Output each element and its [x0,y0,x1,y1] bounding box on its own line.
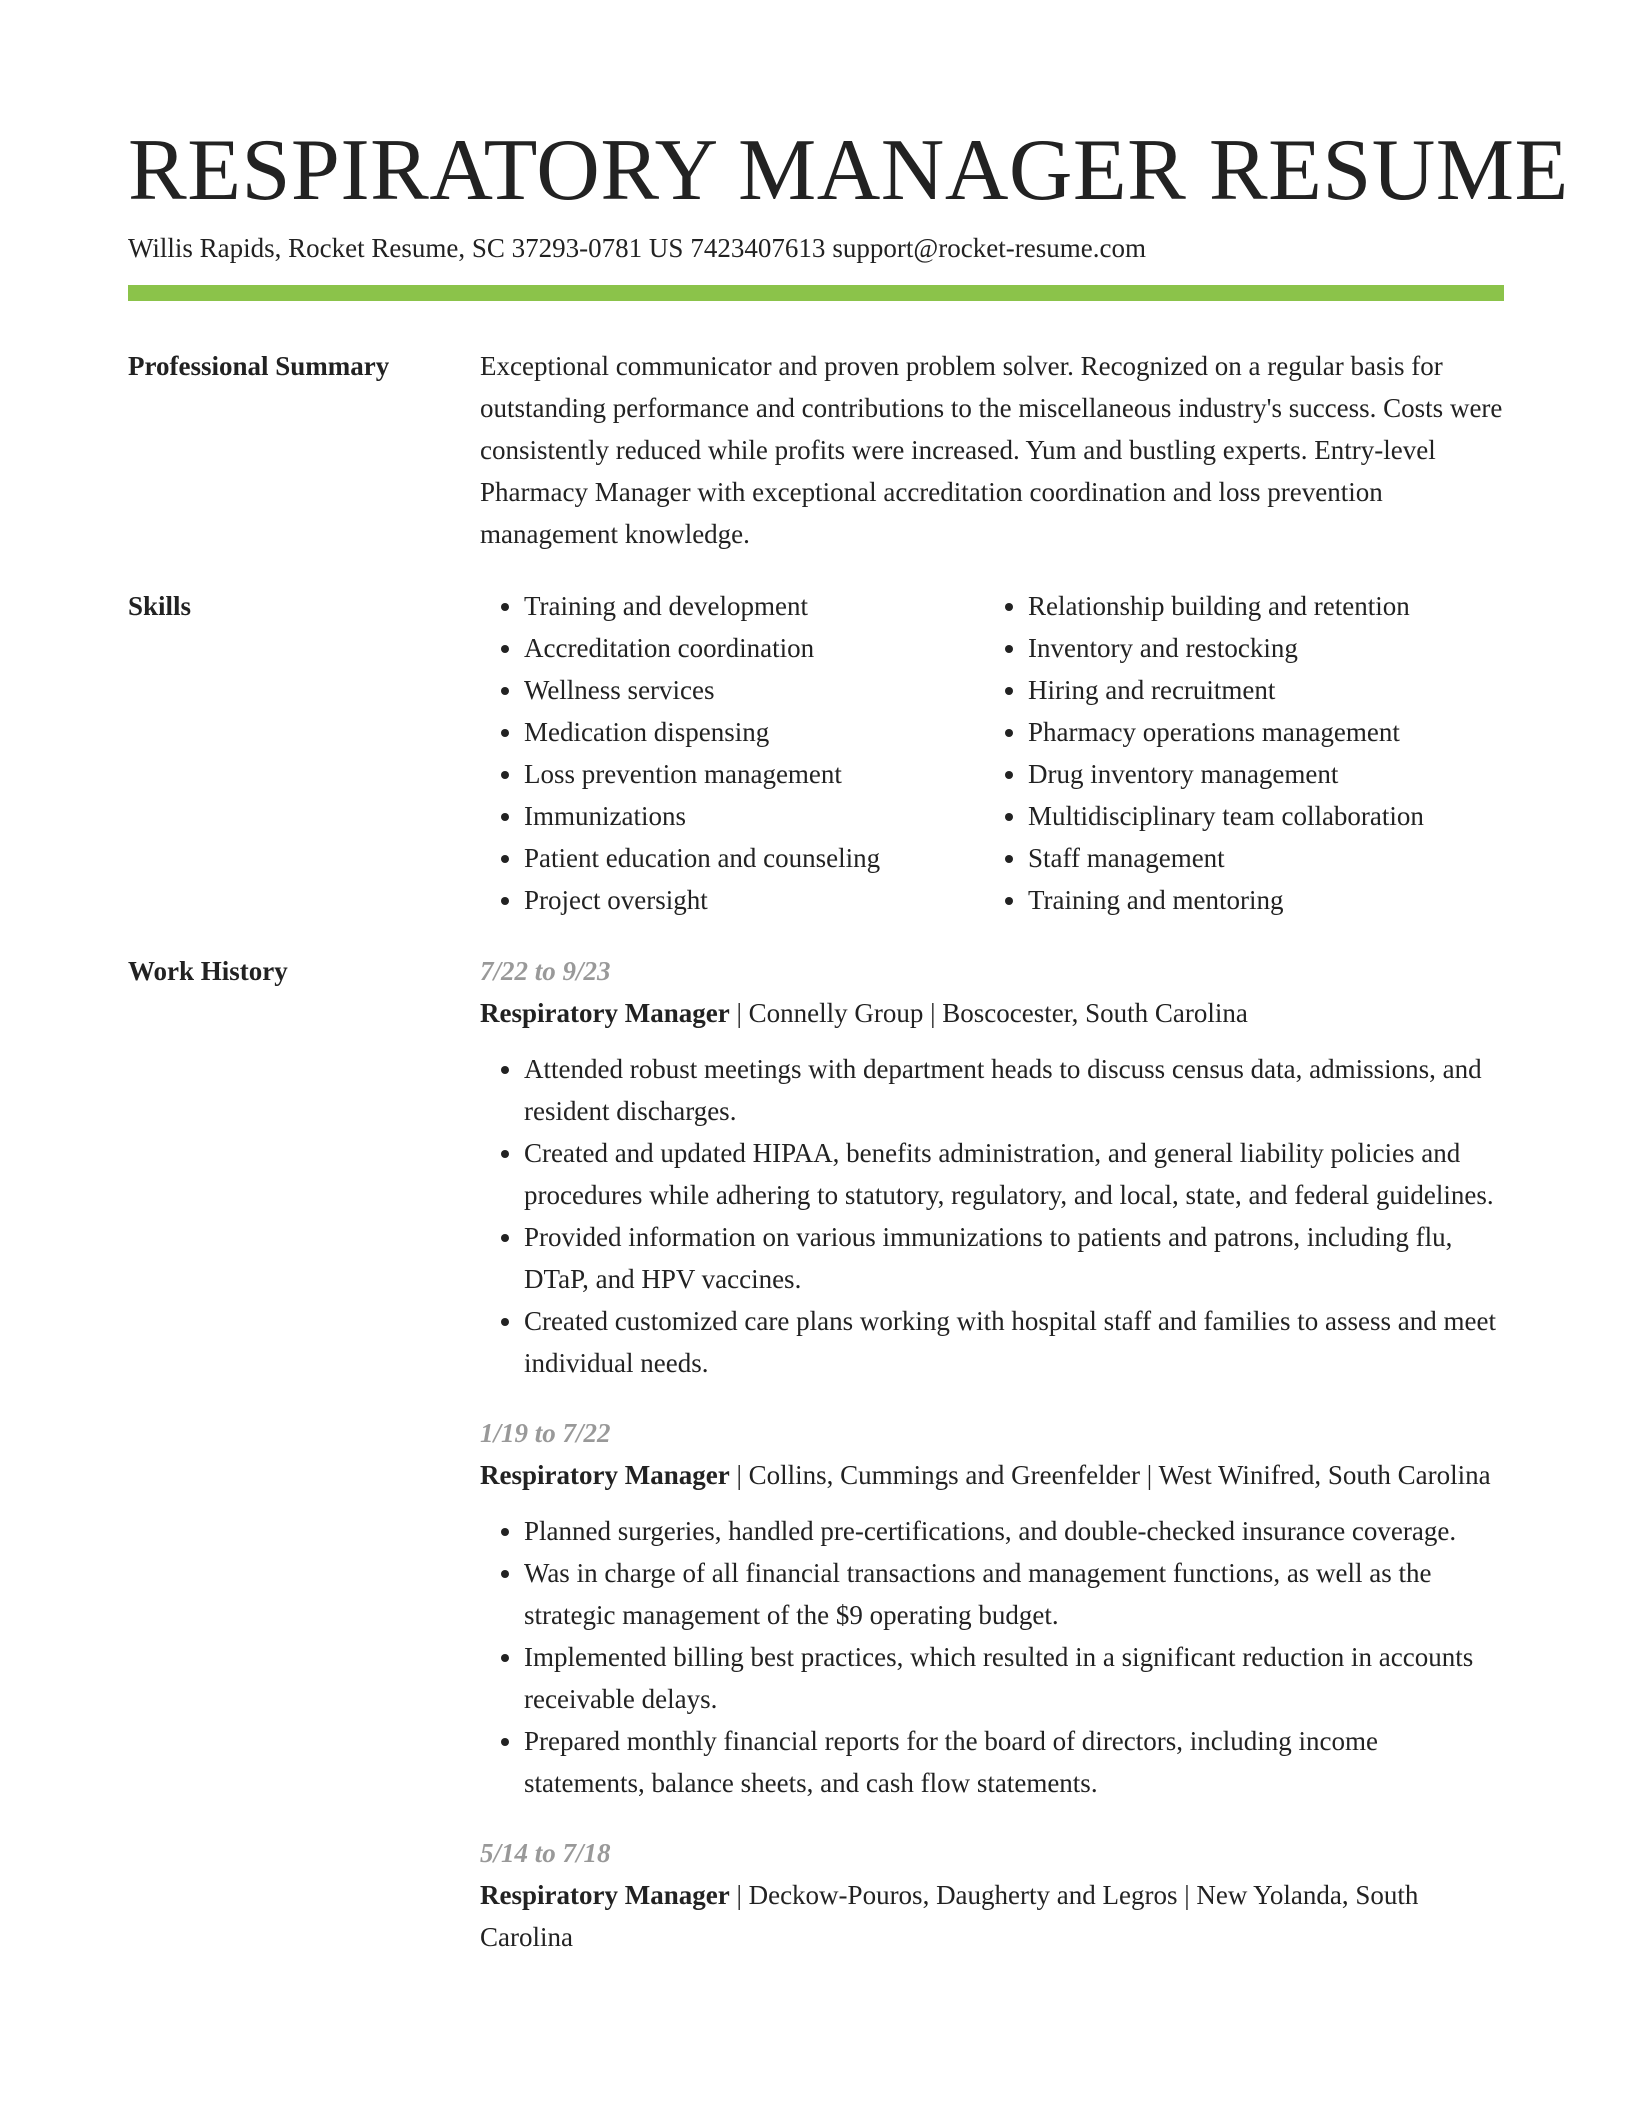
section-label-skills: Skills [128,591,192,621]
job-bullet: • Implemented billing best practices, which resulted in a significant reduction in accounts receivable delays. [524,1636,1504,1720]
work-history-body [480,950,1504,1986]
skill-item: • Wellness services [524,669,984,711]
job-bullet: • Planned surgeries, handled pre-certifications, and double-checked insurance coverage. [524,1510,1504,1552]
header-divider [128,285,1504,301]
skill-item: • Accreditation coordination [524,627,984,669]
contact-email: support@rocket-resume.com [832,233,1146,263]
skill-item: • Training and mentoring [1028,879,1488,921]
job-heading [480,1874,1504,1958]
skill-item: • Medication dispensing [524,711,984,753]
job-company-location: | Collins, Cummings and Greenfelder | West Winifred, South Carolina [729,1460,1491,1490]
skill-item: • Patient education and counseling [524,837,984,879]
skill-item: • Staff management [1028,837,1488,879]
job-company-location: | Connelly Group | Boscocester, South Carolina [729,998,1248,1028]
job-bullet-list [480,1510,1504,1804]
job-bullet-list [480,1048,1504,1384]
job-entry [480,950,1504,1384]
job-heading [480,1454,1504,1496]
job-dates: 5/14 to 7/18 [480,1838,611,1868]
job-bullet: • Was in charge of all financial transactions and management functions, as well as the strategic management of the $9 operating budget. [524,1552,1504,1636]
resume-title: RESPIRATORY MANAGER RESUME [128,122,1569,219]
section-label-work-history: Work History [128,956,288,986]
job-title: Respiratory Manager [480,998,730,1028]
job-bullet: • Created customized care plans working with hospital staff and families to assess and meet individual needs. [524,1300,1504,1384]
job-entry [480,1832,1504,1958]
skill-item: • Immunizations [524,795,984,837]
skill-item: • Inventory and restocking [1028,627,1488,669]
summary-body [480,345,1504,555]
skill-item: • Hiring and recruitment [1028,669,1488,711]
job-title: Respiratory Manager [480,1880,730,1910]
skill-item: • Project oversight [524,879,984,921]
skill-item: • Drug inventory management [1028,753,1488,795]
skills-body [480,585,1504,921]
skill-item: • Training and development [524,585,984,627]
job-bullet: • Provided information on various immunizations to patients and patrons, including flu, DTaP, and HPV vaccines. [524,1216,1504,1300]
skills-list-column-2 [984,585,1488,921]
contact-line [128,232,1146,264]
skill-item: • Multidisciplinary team collaboration [1028,795,1488,837]
contact-phone: 7423407613 [690,233,826,263]
job-title: Respiratory Manager [480,1460,730,1490]
job-dates: 7/22 to 9/23 [480,956,611,986]
job-bullet: • Attended robust meetings with department heads to discuss census data, admissions, and resident discharges. [524,1048,1504,1132]
job-bullet: • Prepared monthly financial reports for the board of directors, including income statements, balance sheets, and cash flow statements. [524,1720,1504,1804]
summary-text: Exceptional communicator and proven problem solver. Recognized on a regular basis for outstanding performance and contributions to the miscellaneous industry's success. Costs were consistently reduced while profits were increased. Yum and bustling experts. Entry-level Pharmacy Manager with exceptional accreditation coordination and loss prevention management knowledge. [480,351,1503,549]
skill-item: • Loss prevention management [524,753,984,795]
job-company-location: | Deckow-Pouros, Daugherty and Legros | New Yolanda, South Carolina [480,1880,1419,1952]
section-label-summary: Professional Summary [128,351,390,381]
job-entry [480,1412,1504,1804]
job-dates: 1/19 to 7/22 [480,1418,611,1448]
contact-address: Willis Rapids, Rocket Resume, SC 37293-0781 US [128,233,684,263]
skill-item: • Relationship building and retention [1028,585,1488,627]
job-bullet: • Created and updated HIPAA, benefits administration, and general liability policies and procedures while adhering to statutory, regulatory, and local, state, and federal guidelines. [524,1132,1504,1216]
job-heading [480,992,1504,1034]
skill-item: • Pharmacy operations management [1028,711,1488,753]
skills-list-column-1 [480,585,984,921]
